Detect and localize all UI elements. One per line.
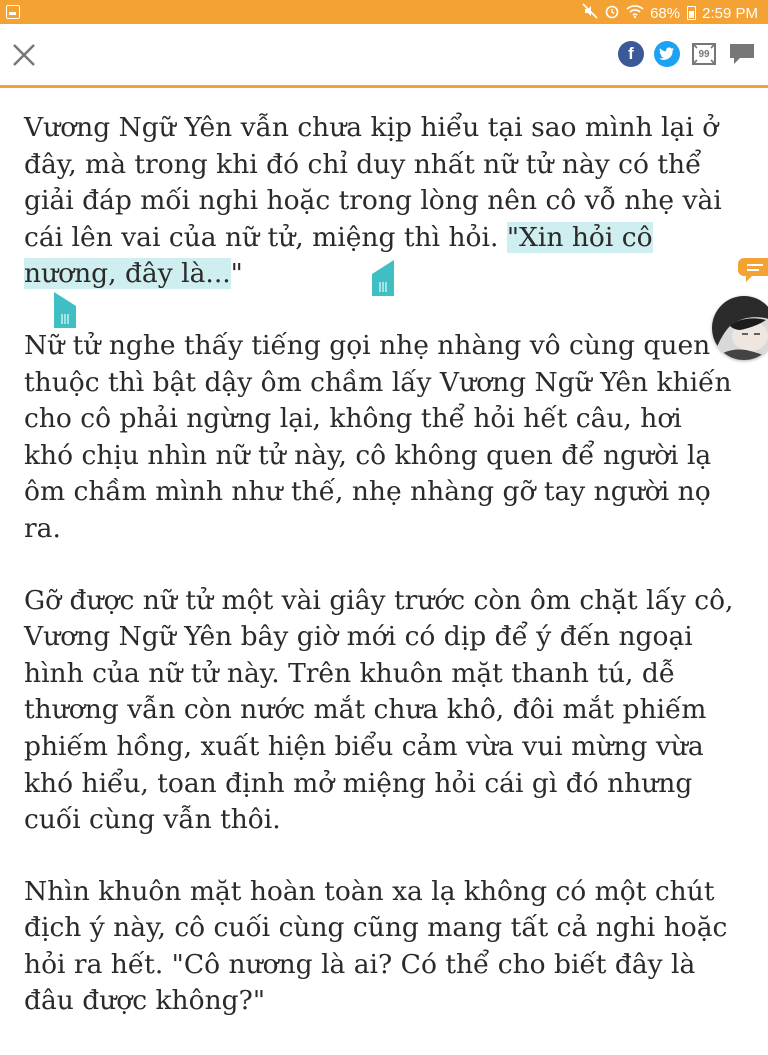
paragraph-1-text: Vương Ngữ Yên vẫn chưa kịp hiểu tại sao mình lại ở đây, mà trong khi đó chỉ duy nhất nữ tử này có thể giải đáp mối nghi hoặc trong lòng nên cô vỗ nhẹ vài cái lên vai của nữ tử, miệng thì hỏi. — [24, 112, 722, 253]
alarm-icon — [604, 3, 620, 23]
paragraph-2: Nữ tử nghe thấy tiếng gọi nhẹ nhàng vô cùng quen thuộc thì bật dậy ôm chầm lấy Vương Ngữ Yên khiến cho cô phải ngừng lại, không thể hỏi hết câu, hơi khó chịu nhìn nữ tử này, cô không quen để người lạ ôm chầm mình như thế, nhẹ nhàng gỡ tay người nọ ra. — [24, 329, 732, 544]
paragraph-3: Gỡ được nữ tử một vài giây trước còn ôm chặt lấy cô, Vương Ngữ Yên bây giờ mới có dịp để ý đến ngoại hình của nữ tử này. Trên khuôn mặt thanh tú, dễ thương vẫn còn nước mắt chưa khô, đôi mắt phiếm phiếm hồng, xuất hiện biểu cảm vừa vui mừng vừa khó hiểu, toan định mở miệng hỏi cái gì đó nhưng cuối cùng vẫn thôi. — [24, 584, 734, 836]
mute-icon — [582, 3, 598, 23]
text-selection[interactable]: "Xin hỏi cô nương, đây là... — [24, 221, 653, 290]
svg-text:99: 99 — [698, 49, 710, 60]
twitter-share-button[interactable] — [654, 41, 680, 67]
close-button[interactable] — [10, 41, 38, 69]
chat-bubble-icon — [738, 258, 768, 284]
share-actions — [618, 40, 756, 68]
avatar[interactable] — [712, 296, 768, 360]
paragraph-1-end: " — [230, 258, 243, 290]
battery-icon — [687, 6, 696, 20]
selection-start-handle[interactable] — [372, 260, 394, 290]
paragraph-4: Nhìn khuôn mặt hoàn toàn xa lạ không có một chút địch ý này, cô cuối cùng cũng mang tất cả nghi hoặc hỏi ra hết. "Cô nương là ai? Có thể cho biết đây là đâu được không?" — [24, 875, 728, 1017]
wifi-icon — [626, 3, 644, 23]
facebook-share-button[interactable] — [618, 41, 644, 67]
close-icon — [10, 41, 38, 69]
reader-toolbar — [0, 24, 768, 88]
battery-percent: 68% — [650, 4, 681, 22]
article-body — [24, 110, 734, 1055]
status-icons — [582, 3, 758, 23]
app-notification-icon — [6, 5, 20, 19]
quote-button[interactable] — [690, 40, 718, 68]
facebook-icon: f — [628, 44, 634, 63]
selection-end-handle[interactable] — [54, 292, 76, 322]
clock: 2:59 PM — [702, 4, 758, 22]
comment-button[interactable] — [728, 40, 756, 68]
comment-icon — [728, 42, 756, 66]
note-bubble-button[interactable] — [738, 258, 768, 284]
twitter-icon — [659, 47, 675, 61]
quote-icon — [691, 42, 717, 66]
status-bar — [0, 0, 768, 24]
